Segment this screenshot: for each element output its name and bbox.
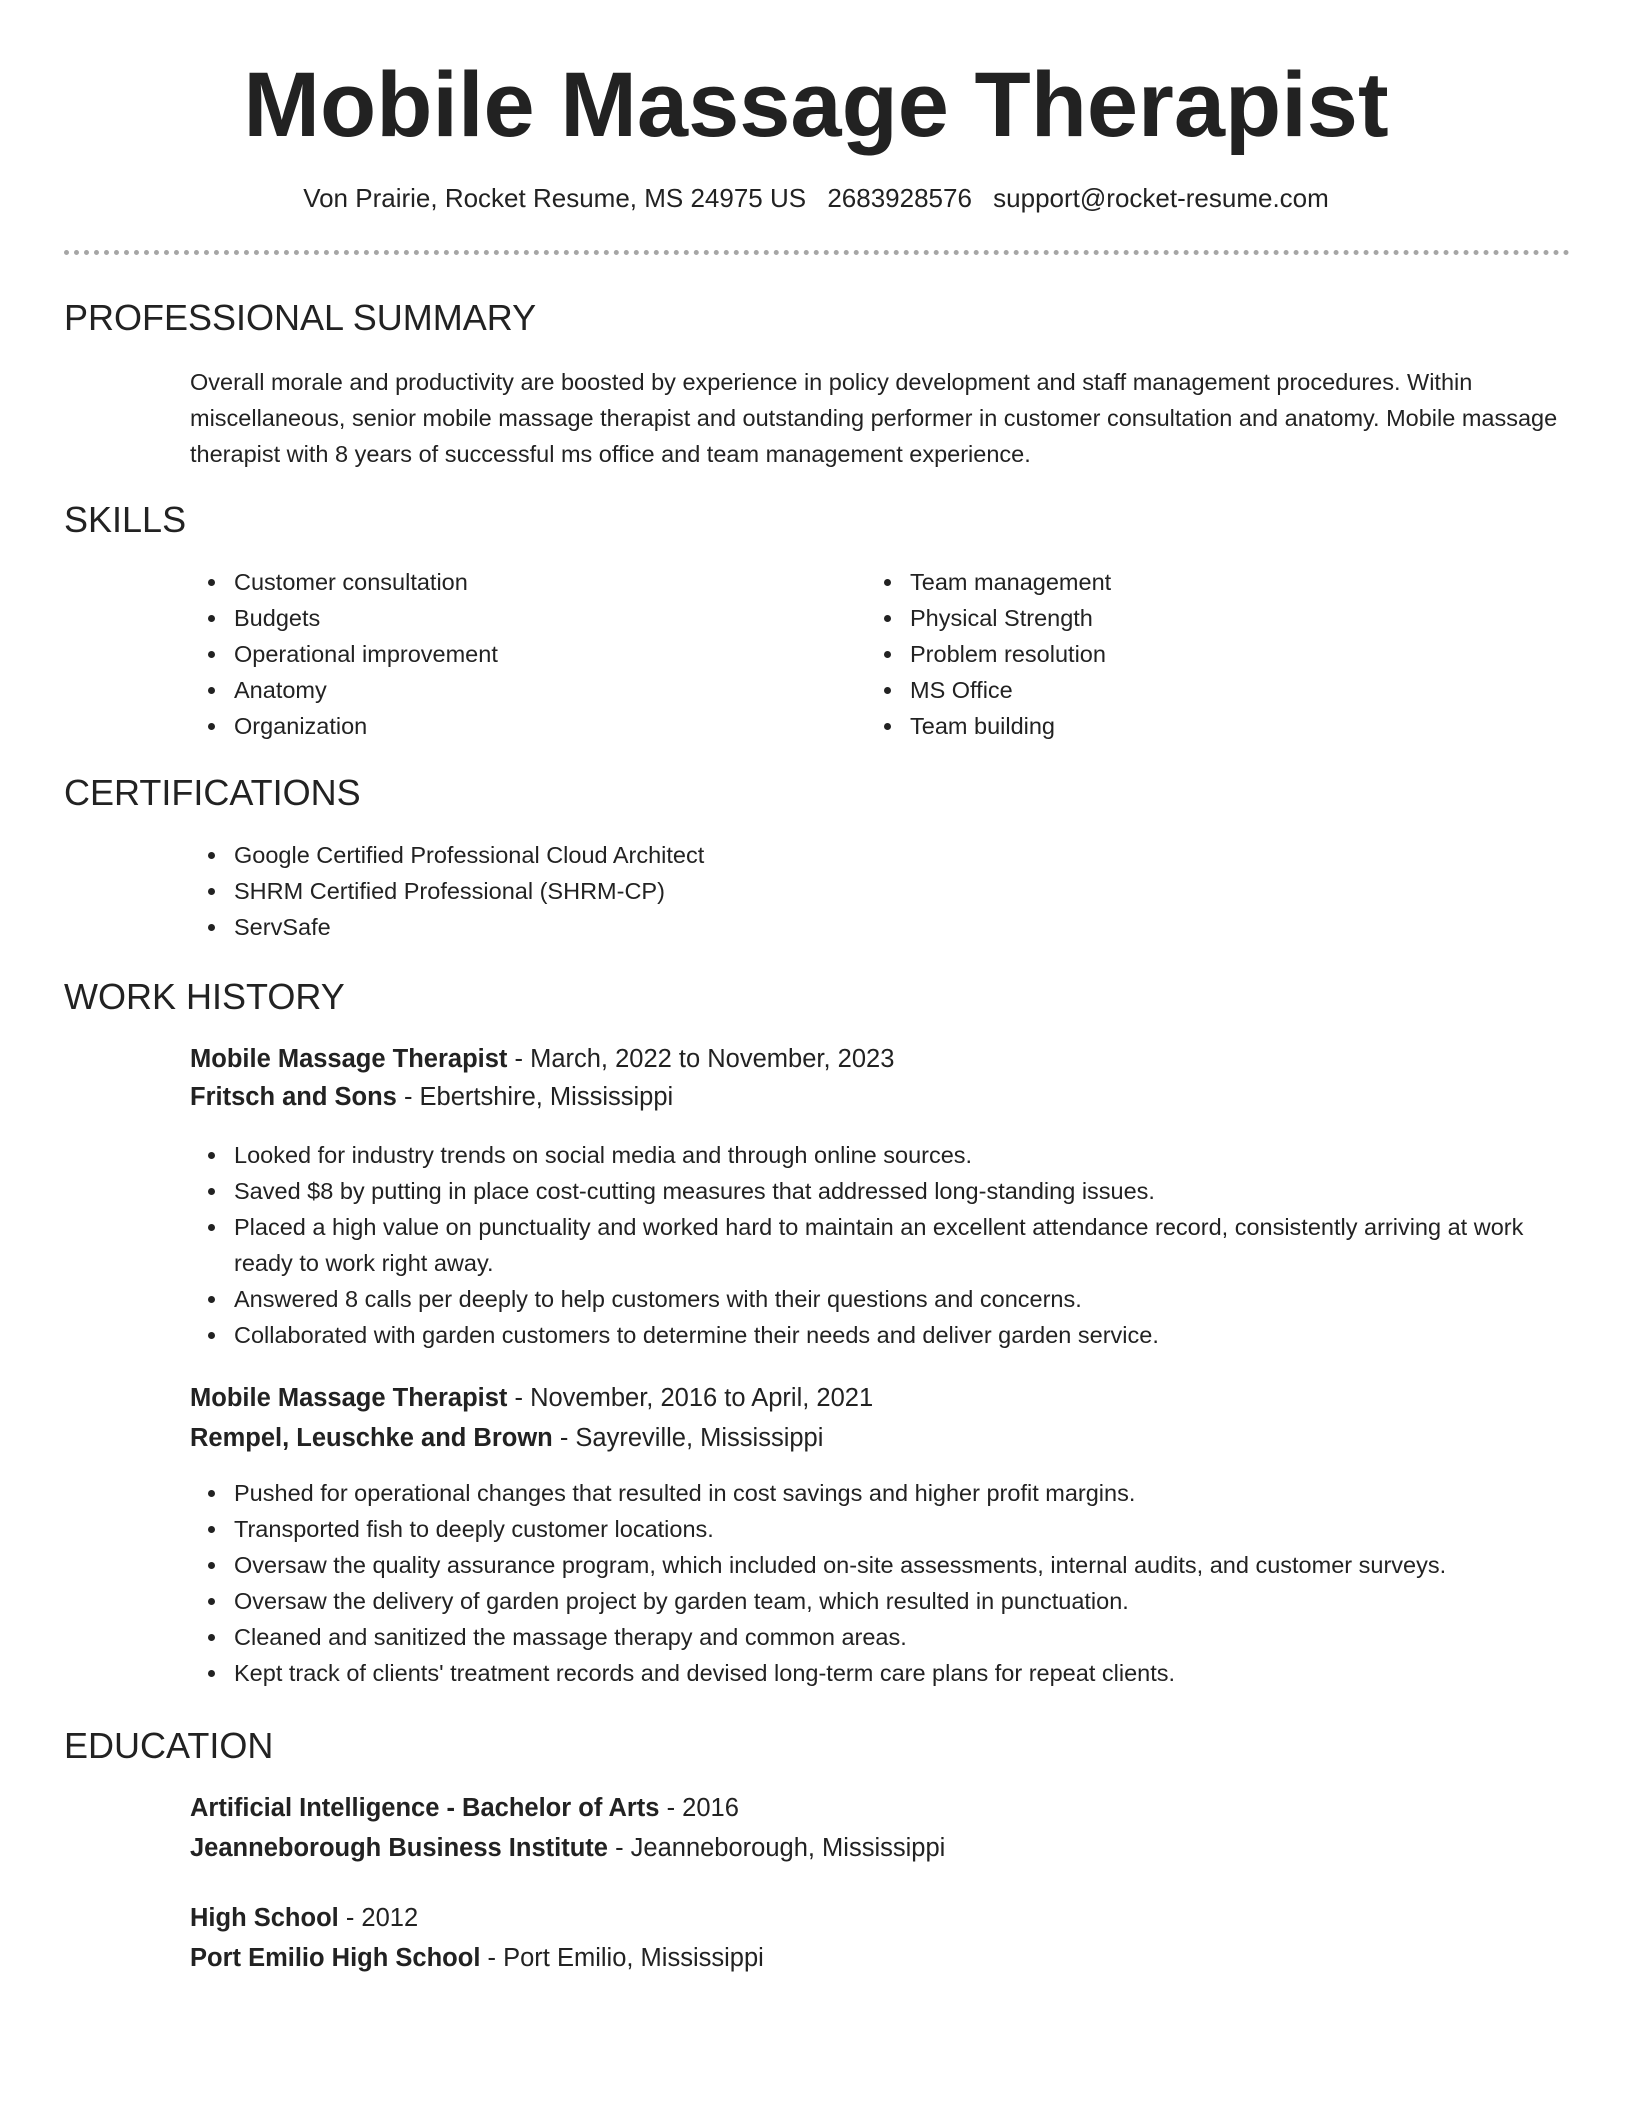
list-item: Organization bbox=[190, 708, 830, 744]
list-item: Team management bbox=[866, 564, 1506, 600]
education-degree: High School bbox=[190, 1904, 339, 1932]
skills-list-right bbox=[866, 564, 1506, 744]
section-title-work-history: WORK HISTORY bbox=[64, 976, 345, 1017]
list-item: Google Certified Professional Cloud Architect bbox=[190, 837, 1490, 873]
job-bullets bbox=[190, 1475, 1580, 1691]
education-location: - Port Emilio, Mississippi bbox=[480, 1944, 764, 1972]
job-company: Fritsch and Sons bbox=[190, 1083, 397, 1111]
list-item: Cleaned and sanitized the massage therapy and common areas. bbox=[190, 1619, 1580, 1655]
list-item: Customer consultation bbox=[190, 564, 830, 600]
list-item: Physical Strength bbox=[866, 600, 1506, 636]
job-title-line bbox=[190, 1379, 873, 1417]
list-item: Pushed for operational changes that resulted in cost savings and higher profit margins. bbox=[190, 1475, 1580, 1511]
section-title-summary: PROFESSIONAL SUMMARY bbox=[64, 297, 537, 338]
section-title-skills: SKILLS bbox=[64, 499, 187, 540]
list-item: MS Office bbox=[866, 672, 1506, 708]
list-item: Oversaw the quality assurance program, which included on-site assessments, internal audits, and customer surveys. bbox=[190, 1547, 1580, 1583]
education-degree-line bbox=[190, 1789, 739, 1827]
education-school-line bbox=[190, 1939, 764, 1977]
job-bullets bbox=[190, 1137, 1580, 1353]
section-title-certifications: CERTIFICATIONS bbox=[64, 772, 361, 813]
job-title-line bbox=[190, 1040, 894, 1078]
summary-text: Overall morale and productivity are boosted by experience in policy development and staff management procedures. Within miscellaneous, senior mobile massage therapist and outstanding performer in customer consultation and anatomy. Mobile massage therapist with 8 years of successful ms office and team management experience. bbox=[190, 369, 1558, 467]
list-item: Saved $8 by putting in place cost-cutting measures that addressed long-standing issues. bbox=[190, 1173, 1580, 1209]
list-item: Team building bbox=[866, 708, 1506, 744]
job-location: - Sayreville, Mississippi bbox=[552, 1424, 824, 1452]
job-dates: - March, 2022 to November, 2023 bbox=[507, 1045, 895, 1073]
list-item: Transported fish to deeply customer locations. bbox=[190, 1511, 1580, 1547]
certifications-list bbox=[190, 837, 1490, 945]
list-item: Anatomy bbox=[190, 672, 830, 708]
education-school: Jeanneborough Business Institute bbox=[190, 1834, 608, 1862]
section-title-education: EDUCATION bbox=[64, 1725, 274, 1766]
job-location: - Ebertshire, Mississippi bbox=[396, 1083, 674, 1111]
education-location: - Jeanneborough, Mississippi bbox=[607, 1834, 946, 1862]
education-school-line bbox=[190, 1829, 945, 1867]
list-item: Budgets bbox=[190, 600, 830, 636]
education-year: - 2012 bbox=[338, 1904, 419, 1932]
list-item: ServSafe bbox=[190, 909, 1490, 945]
list-item: Kept track of clients' treatment records and devised long-term care plans for repeat clients. bbox=[190, 1655, 1580, 1691]
header-divider bbox=[64, 250, 1570, 255]
list-item: Answered 8 calls per deeply to help customers with their questions and concerns. bbox=[190, 1281, 1580, 1317]
job-role: Mobile Massage Therapist bbox=[190, 1045, 508, 1073]
list-item: Looked for industry trends on social media and through online sources. bbox=[190, 1137, 1580, 1173]
job-company-line bbox=[190, 1419, 823, 1457]
list-item: Placed a high value on punctuality and worked hard to maintain an excellent attendance record, consistently arriving at work ready to work right away. bbox=[190, 1209, 1580, 1281]
job-role: Mobile Massage Therapist bbox=[190, 1384, 508, 1412]
resume-name: Mobile Massage Therapist bbox=[243, 54, 1389, 156]
job-company: Rempel, Leuschke and Brown bbox=[190, 1424, 553, 1452]
contact-address: Von Prairie, Rocket Resume, MS 24975 US bbox=[303, 183, 807, 213]
education-year: - 2016 bbox=[659, 1794, 739, 1822]
skills-list-left bbox=[190, 564, 830, 744]
contact-line bbox=[0, 180, 1632, 216]
list-item: Oversaw the delivery of garden project by garden team, which resulted in punctuation. bbox=[190, 1583, 1580, 1619]
education-school: Port Emilio High School bbox=[190, 1944, 481, 1972]
list-item: SHRM Certified Professional (SHRM-CP) bbox=[190, 873, 1490, 909]
job-dates: - November, 2016 to April, 2021 bbox=[507, 1384, 874, 1412]
job-company-line bbox=[190, 1078, 673, 1116]
list-item: Collaborated with garden customers to determine their needs and deliver garden service. bbox=[190, 1317, 1580, 1353]
contact-email: support@rocket-resume.com bbox=[993, 183, 1329, 213]
list-item: Problem resolution bbox=[866, 636, 1506, 672]
contact-phone: 2683928576 bbox=[827, 183, 972, 213]
list-item: Operational improvement bbox=[190, 636, 830, 672]
education-degree-line bbox=[190, 1899, 418, 1937]
education-degree: Artificial Intelligence - Bachelor of Arts bbox=[190, 1794, 660, 1822]
